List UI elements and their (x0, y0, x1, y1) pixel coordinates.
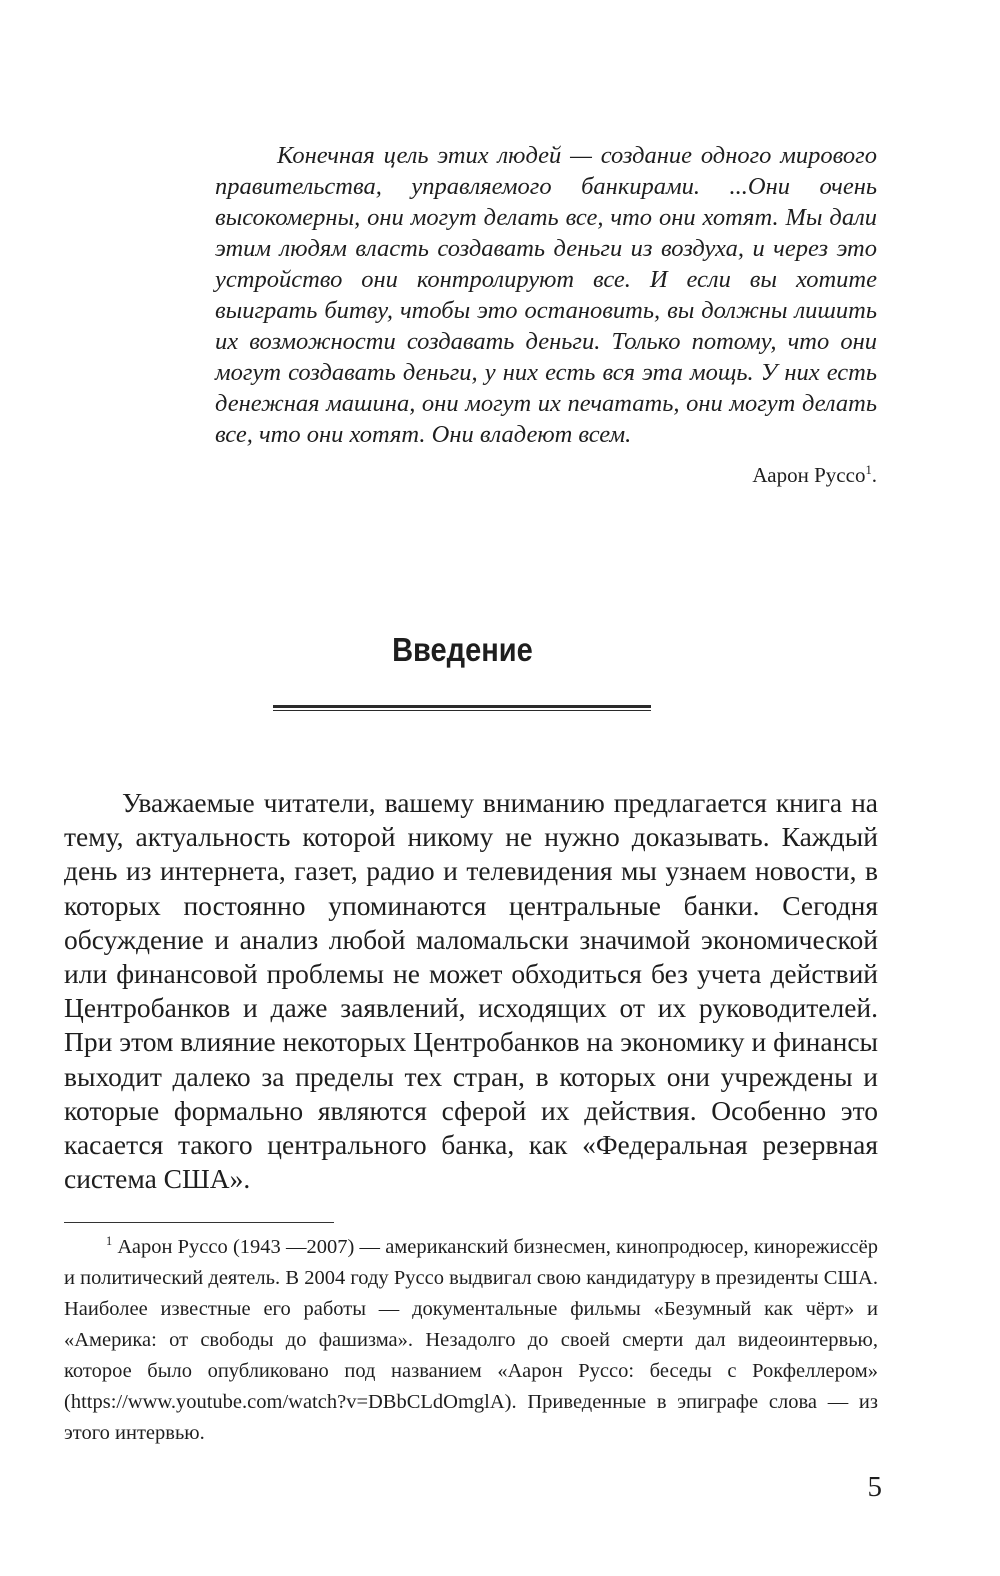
footnote-marker: 1 (106, 1234, 113, 1249)
title-underline-divider (273, 705, 651, 711)
title-underline-thick (273, 705, 651, 708)
epigraph (215, 140, 877, 490)
chapter-title: Введение (392, 631, 533, 668)
footnote-divider (64, 1222, 334, 1223)
epigraph-author-suffix: . (871, 463, 877, 487)
body-paragraph: Уважаемые читатели, вашему вниманию предлагается книга на тему, актуальность которой никому не нужно доказывать. Каждый день из интернета, газет, радио и телевидения мы узнаем новости, в которых постоянно упоминаются центральные банки. Сегодня обсуждение и анализ любой маломальски значимой экономической или финансовой проблемы не может обходиться без учета действий Центробанков и даже заявлений, исходящих от их руководителей. При этом влияние некоторых Центробанков на экономику и финансы выходит далеко за пределы тех стран, в которых они учреждены и которые формально являются сферой их действия. Особенно это касается такого центрального банка, как «Федеральная резервная система США». (64, 787, 878, 1195)
footnote-text: Аарон Руссо (1943 —2007) — американский бизнесмен, кинопродюсер, кинорежиссёр и политический деятель. В 2004 году Руссо выдвигал свою кандидатуру в президенты США. Наиболее известные его работы — документальные фильмы «Безумный как чёрт» и «Америка: от свободы до фашизма». Незадолго до своей смерти дал видеоинтервью, которое было опубликовано под названием «Аарон Руссо: беседы с Рокфеллером» (https://www.youtube.com/watch?v=DBbCLdOmglA). Приведенные в эпиграфе слова — из этого интервью. (64, 1236, 879, 1444)
epigraph-attribution (215, 460, 877, 490)
footnote-reference[interactable]: 1 (865, 463, 872, 477)
epigraph-quote: Конечная цель этих людей — создание одного мирового правительства, управляемого банкирами. ...Они очень высокомерны, они могут делать все, что они хотят. Мы дали этим людям власть создавать деньги из воздуха, и через это устройство они контролируют все. И если вы хотите выиграть битву, чтобы это остановить, вы должны лишить их возможности создавать деньги. Только потому, что они могут создавать деньги, у них есть вся эта мощь. У них есть денежная машина, они могут их печатать, они могут делать все, что они хотят. Они владеют всем. (215, 142, 877, 448)
epigraph-author: Аарон Руссо (752, 463, 866, 487)
title-underline-thin (273, 710, 651, 711)
footnote (64, 1232, 878, 1449)
page-number: 5 (867, 1471, 882, 1503)
